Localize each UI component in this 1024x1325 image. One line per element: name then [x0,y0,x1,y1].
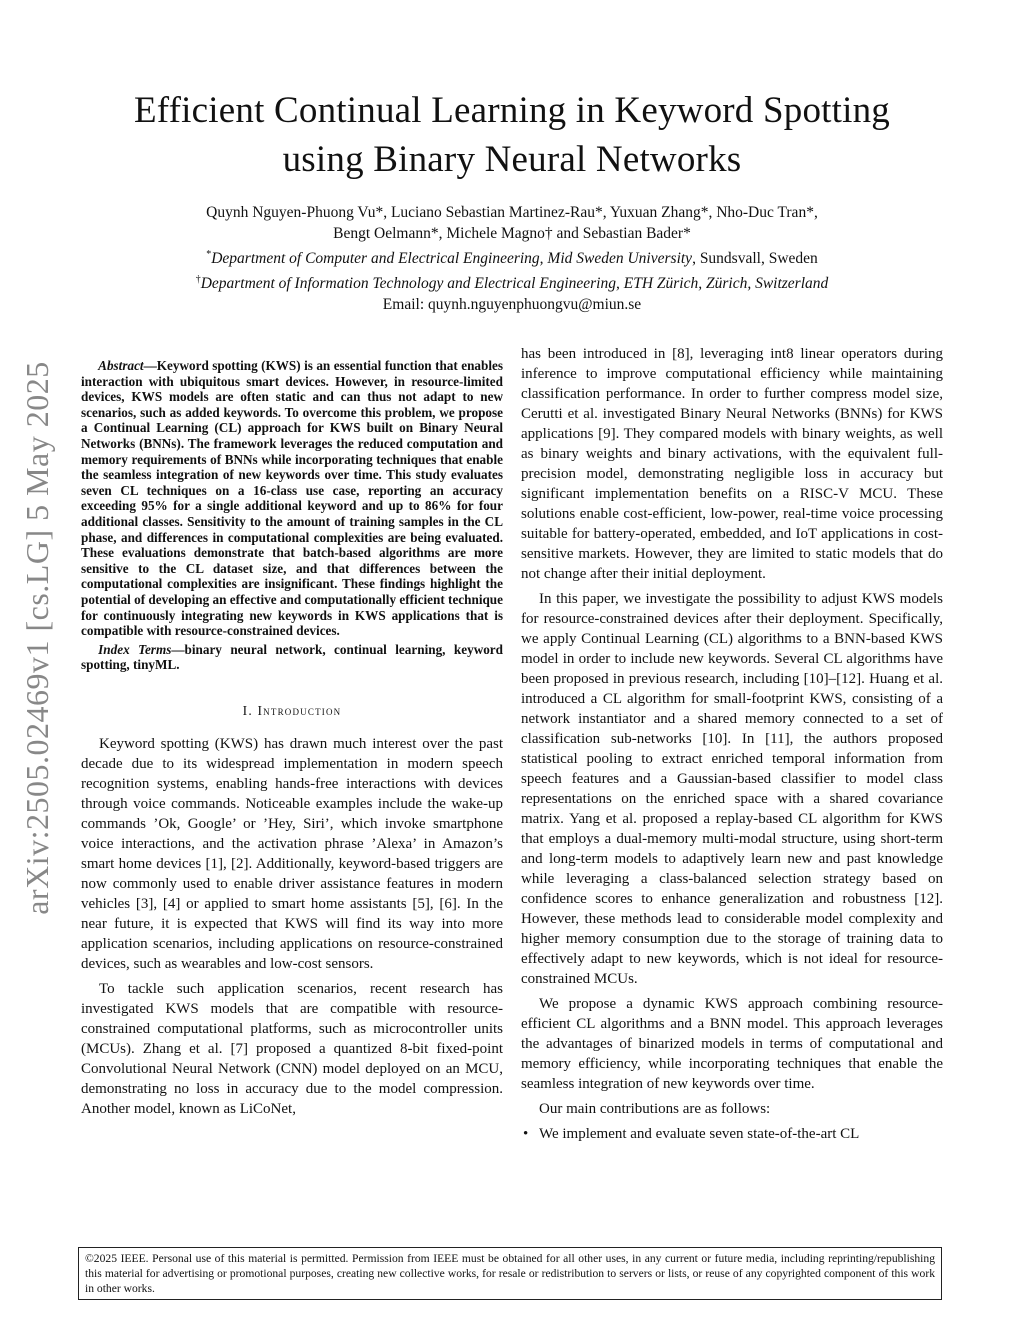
contributions-list [521,1124,943,1144]
author-email: Email: quynh.nguyenphuongvu@miun.se [382,296,642,314]
list-item [523,1124,943,1144]
intro-paragraph-3: has been introduced in [8], leveraging int8 linear operators during inference to improve computational efficiency while maintaining classification performance. In order to further compress model size, Cerutti et al. investigated Binary Neural Networks (BNNs) for KWS applications [9]. They compared models with binary weights, as well as binary weights and binary activations, with the equivalent full-precision model, demonstrating negligible loss in accuracy but significant implementation benefits on a RISC-V MCU. These solutions enable cost-efficient, low-power, real-time voice processing suitable for battery-operated, embedded, and IoT applications in cost-sensitive markets. However, they are limited to static models that do not change after their initial deployment. [521,346,943,582]
affiliation-1-city: , Sundsvall, Sweden [692,250,818,268]
intro-paragraph-2: To tackle such application scenarios, recent research has investigated KWS models that are compatible with resource-constrained computational platforms, such as microcontroller units (MCUs). Zhang et al. [7] proposed a quantized 8-bit fixed-point Convolutional Neural Network (CNN) model deployed on an MCU, demonstrating no loss in accuracy due to the model compression. Another model, known as LiCoNet, [81,980,503,1117]
abstract-label: Abstract [98,358,144,373]
index-terms-label: Index Terms [98,641,172,657]
abstract [81,358,503,673]
copyright-notice: ©2025 IEEE. Personal use of this material is permitted. Permission from IEEE must be obtained for all other uses, in any current or future media, including reprinting/republishing this material for advertising or promotional purposes, creating new collective works, for resale or redistribution to servers or lists, or reuse of any copyrighted component of this work in other works. [78,1247,942,1300]
arxiv-stamp: arXiv:2505.02469v1 [cs.LG] 5 May 2025 [19,361,55,915]
title-line-1: Efficient Continual Learning in Keyword Spotting [134,90,890,131]
contribution-1-text: We implement and evaluate seven state-of-the-art CL [539,1126,860,1142]
abstract-paragraph [81,358,503,639]
affiliation-1-name: Department of Computer and Electrical Engineering, Mid Sweden University [211,250,693,268]
intro-paragraph-6: Our main contributions are as follows: [539,1101,771,1117]
intro-paragraph-5: We propose a dynamic KWS approach combining resource-efficient CL algorithms and a BNN model. This approach leverages the advantages of binarized models in terms of computational and memory efficiency, while incorporating techniques that enable the seamless integration of new keywords over time. [521,996,943,1092]
intro-paragraph-1: Keyword spotting (KWS) has drawn much interest over the past decade due to its widespread implementation in modern speech recognition systems, enabling hands-free interactions with devices through voice commands. Noticeable examples include the wake-up commands ’Ok, Google’ or ’Hey, Siri’, which invoke smartphone voice interactions, and the activation phrase ’Alexa’ in Amazon’s smart home devices [1], [2]. Additionally, keyword-based triggers are now commonly used to enable driver assistance features in modern vehicles [3], [4] or applied to smart home assistants [5], [6]. In the near future, it is expected that KWS will find its way into more application scenarios, including applications on resource-constrained devices, such as wearables and low-cost sensors. [81,735,503,972]
authors-line-1: Quynh Nguyen-Phuong Vu*, Luciano Sebastian Martinez-Rau*, Yuxuan Zhang*, Nho-Duc Tran*, [206,204,818,221]
affiliation-1 [60,244,964,269]
intro-paragraph-4: In this paper, we investigate the possibility to adjust KWS models for resource-constrained devices after their deployment. Specifically, we apply Continual Learning (CL) algorithms to a BNN-based KWS model in order to include new keywords. Several CL algorithms have been proposed in previous research, including [10]–[12]. Huang et al. introduced a CL algorithm for small-footprint KWS, consisting of a network instantiator and a shared memory connected to a set of classification sub-networks [10]. In [11], the authors proposed statistical pooling to extract enriched temporal information from speech features and a Gaussian-based classifier to model class representations on the enriched space with a shared covariance matrix. Yang et al. proposed a replay-based CL algorithm for KWS that employs a dual-memory multi-modal structure, using short-term and long-term models to adaptively learn new and past knowledge while leveraging a class-balanced selection strategy based on confidence scores to enhance generalization and robustness [12]. However, these methods lead to considerable model complexity and higher memory consumption due to the storage of training data to effectively adapt to new keywords, which is not ideal for resource-constrained MCUs. [521,591,943,987]
authors-line-2: Bengt Oelmann*, Michele Magno† and Sebastian Bader* [333,225,691,242]
affiliation-2-name: Department of Information Technology and Electrical Engineering, ETH Zürich, Zürich, Switzerland [200,275,829,293]
affiliation-1-marker: * [206,249,212,260]
abstract-text: —Keyword spotting (KWS) is an essential function that enables interaction with ubiquitous smart devices. However, in resource-limited devices, KWS models are often static and can thus not adapt to new scenarios, such as added keywords. To overcome this problem, we propose a Continual Learning (CL) approach for KWS built on Binary Neural Networks (BNNs). The framework leverages the reduced computation and memory requirements of BNNs while incorporating techniques that enable the seamless integration of new keywords over time. This study evaluates seven CL techniques on a 16-class use case, reporting an accuracy exceeding 95% for a single additional keyword and up to 86% for four additional classes. Sensitivity to the amount of training samples in the CL phase, and differences in computational complexities are being evaluated. These evaluations demonstrate that batch-based algorithms are more sensitive to the CL dataset size, and that differences between the computational complexities are insignificant. These findings highlight the potential of developing an effective and computationally efficient technique for continuously integrating new keywords in KWS applications that is compatible with resource-constrained devices. [81,358,503,639]
index-terms-text: —binary neural network, continual learning, keyword spotting, tinyML. [81,641,503,673]
affiliation-2-marker: † [195,274,201,286]
title-line-2: using Binary Neural Networks [282,139,742,180]
affiliation-2 [60,269,964,294]
section-heading-introduction: I. Introduction [242,702,342,718]
left-column [81,344,503,1124]
index-terms [81,642,503,673]
author-block [60,202,964,315]
right-column [521,344,943,1144]
paper-title [60,86,964,184]
bullet-icon: • [523,1126,529,1142]
